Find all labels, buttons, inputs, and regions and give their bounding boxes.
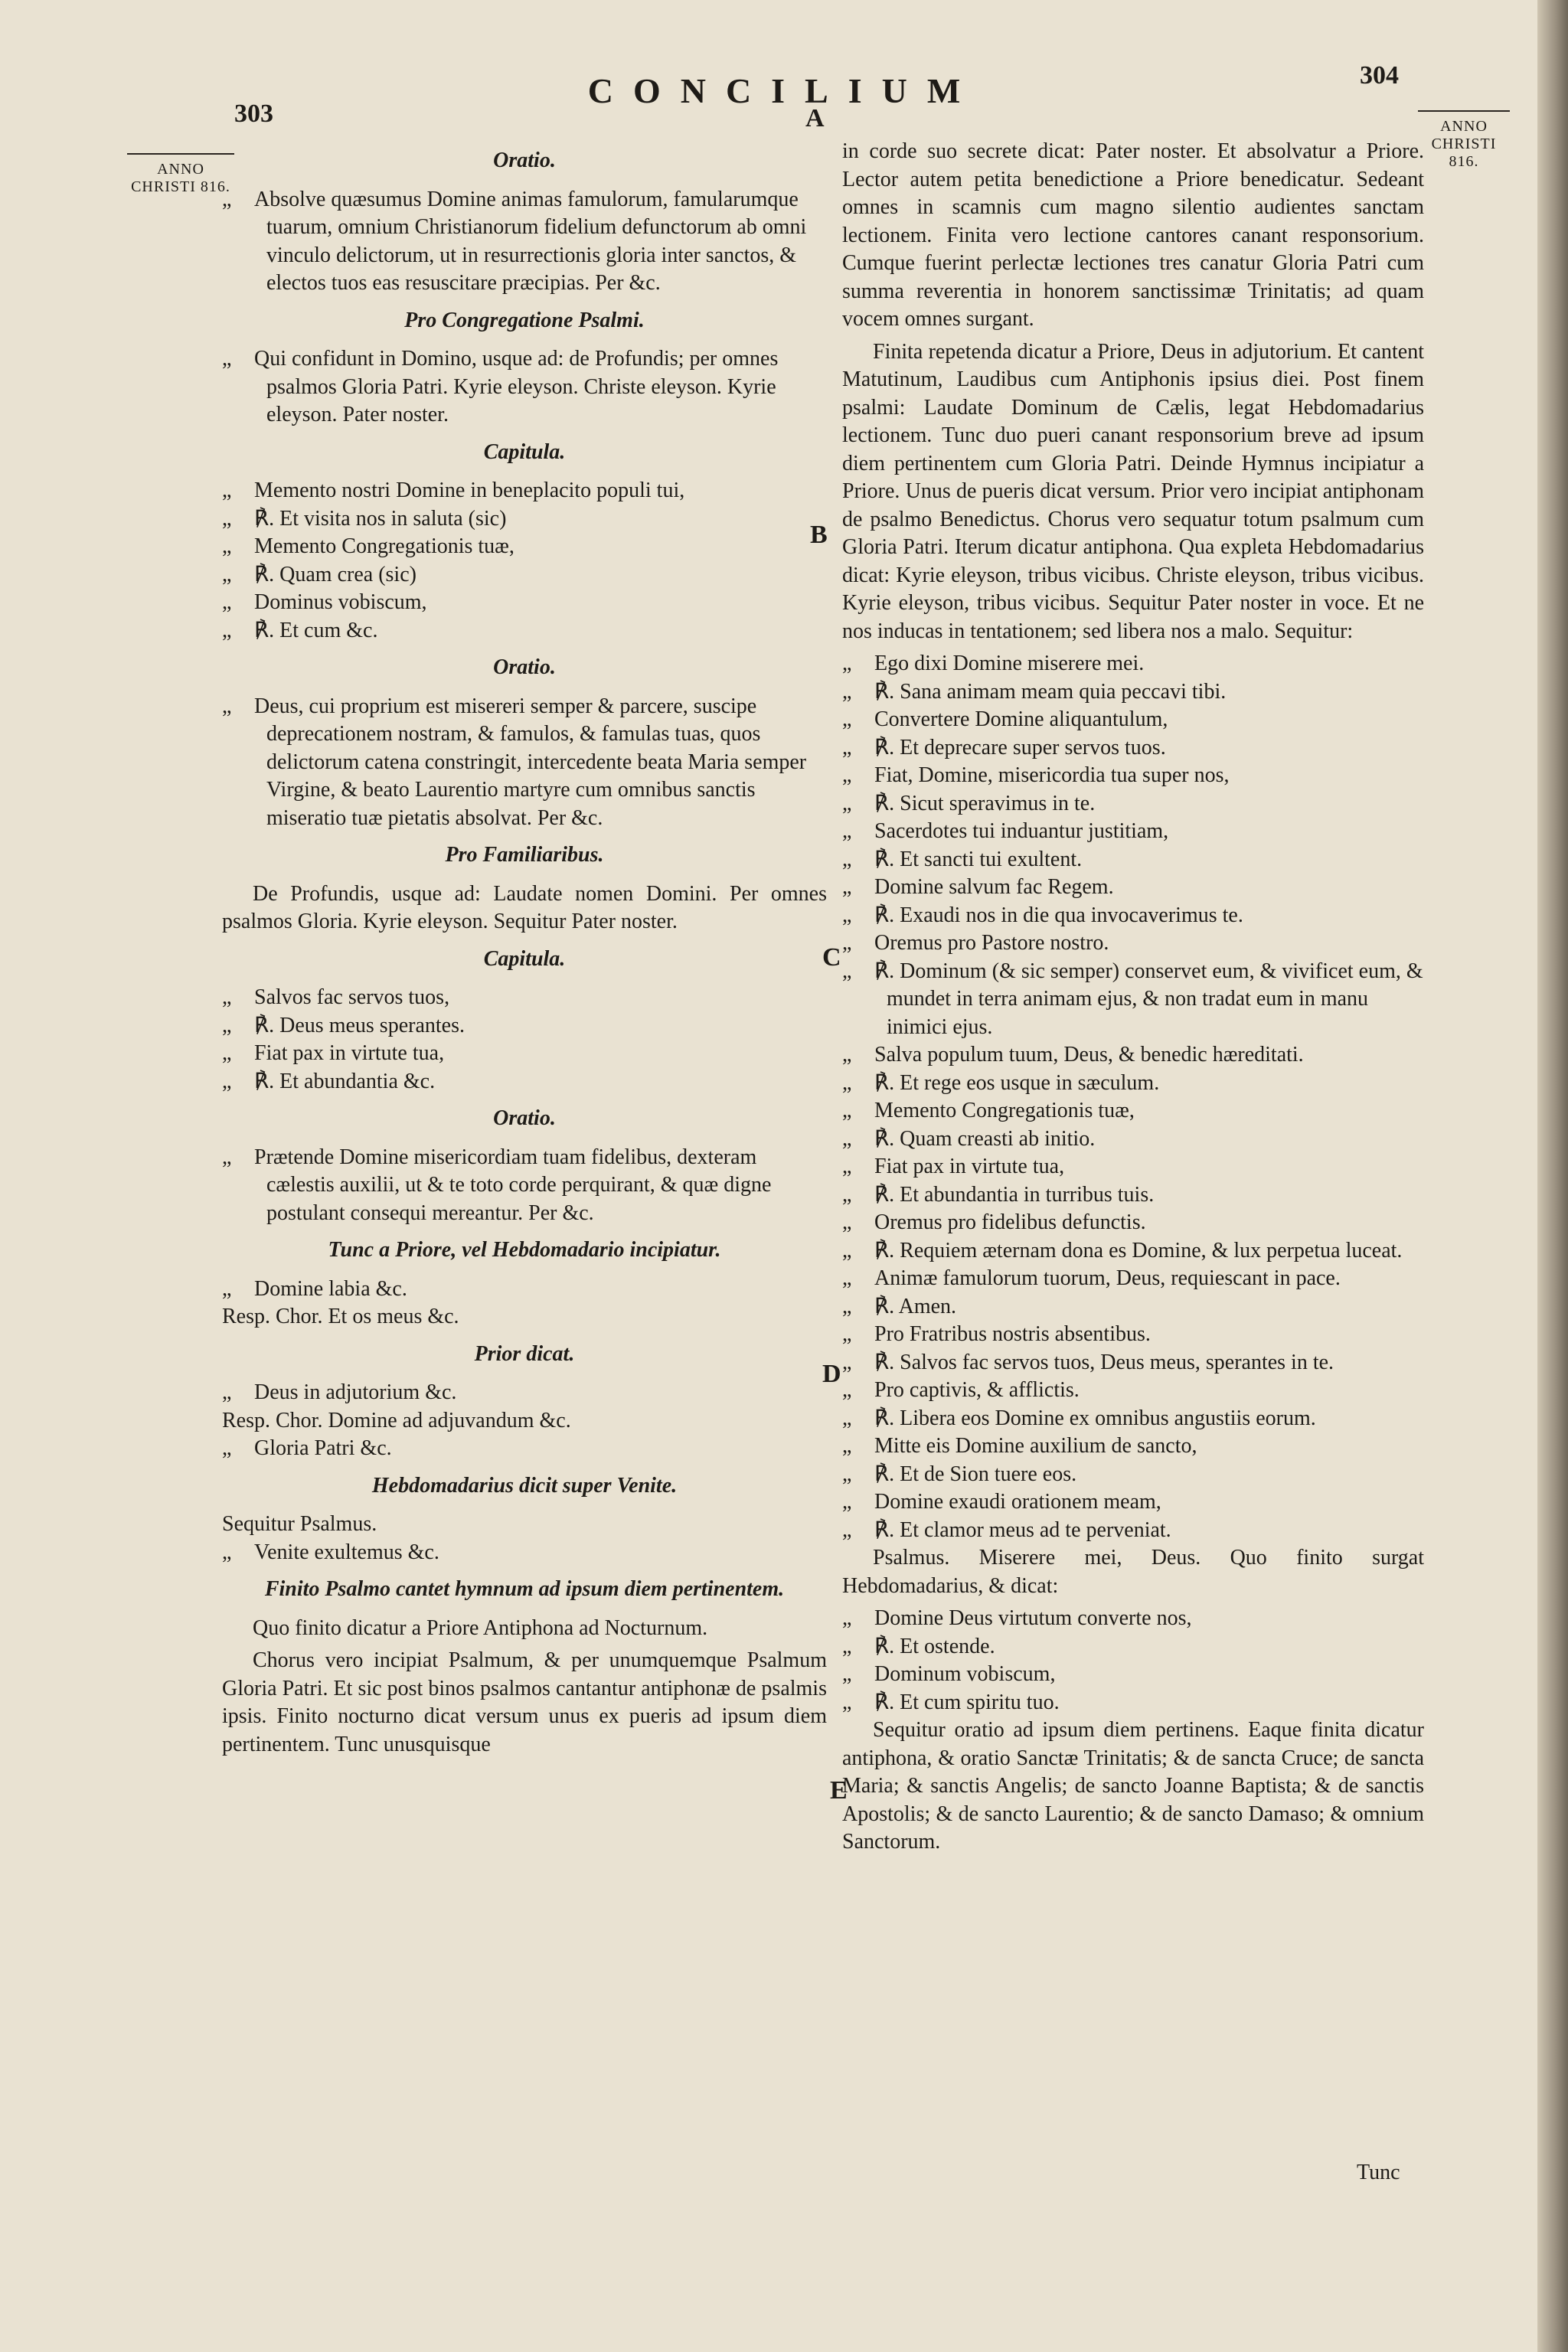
verse-text: ℟. Quam crea (sic)	[254, 562, 416, 586]
verse-line	[842, 1432, 1424, 1461]
quotation-mark: „	[842, 1378, 852, 1402]
verse-line	[842, 929, 1424, 958]
verse-line	[842, 1349, 1424, 1377]
verse-line	[842, 1041, 1424, 1070]
verse-list	[222, 984, 827, 1096]
quotation-mark: „	[222, 1013, 232, 1037]
verse-line	[222, 1379, 827, 1407]
page-number-right: 304	[1360, 61, 1399, 90]
verse-line	[842, 958, 1424, 1042]
verse-text: Sacerdotes tui induantur justitiam,	[874, 819, 1169, 843]
verse-list	[842, 650, 1424, 1544]
verse-text: Deus in adjutorium &c.	[254, 1380, 457, 1404]
section-heading: Prior dicat.	[474, 1341, 575, 1366]
body-paragraph: Resp. Chor. Et os meus &c.	[222, 1305, 459, 1328]
section-heading: Oratio.	[493, 655, 556, 679]
verse-text: ℟. Et cum spiritu tuo.	[874, 1690, 1060, 1714]
verse-text: Domine exaudi orationem meam,	[874, 1490, 1161, 1514]
quotation-mark: „	[842, 791, 852, 815]
quotation-mark: „	[222, 618, 232, 642]
verse-text: Oremus pro fidelibus defunctis.	[874, 1210, 1146, 1234]
verse-text: Fiat pax in virtute tua,	[254, 1041, 445, 1065]
verse-line	[222, 1435, 827, 1463]
section-heading: Hebdomadarius dicit super Venite.	[371, 1473, 678, 1498]
verse-line	[842, 650, 1424, 678]
section-heading: Pro Congregatione Psalmi.	[404, 308, 645, 332]
quotation-mark: „	[842, 735, 852, 760]
verse-line	[222, 1276, 827, 1304]
verse-text: ℟. Libera eos Domine ex omnibus angustiis eorum.	[874, 1406, 1316, 1430]
quotation-mark: „	[222, 506, 232, 531]
quotation-mark: „	[842, 1406, 852, 1430]
section-letter-b: B	[810, 521, 828, 549]
verse-text: Qui confidunt in Domino, usque ad: de Profundis; per omnes psalmos Gloria Patri. Kyrie eleyson. Christe eleyson. Kyrie eleyson. Pater noster.	[254, 347, 779, 426]
left-column	[222, 138, 827, 1763]
verse-text: Oremus pro Pastore nostro.	[874, 931, 1109, 955]
verse-text: Absolve quæsumus Domine animas famulorum, famularumque tuarum, omnium Christianorum fidelium defunctorum ab omni vinculo delictorum, ut in resurrectionis gloria inter sanctos, & electos tuos eas resuscitare præcipias. Per &c.	[254, 187, 807, 295]
verse-text: ℟. Amen.	[874, 1294, 957, 1318]
quotation-mark: „	[842, 707, 852, 731]
quotation-mark: „	[842, 1490, 852, 1514]
verse-list	[222, 1144, 827, 1228]
verse-line	[222, 533, 827, 561]
section-letter-a: A	[805, 104, 825, 132]
quotation-mark: „	[842, 1662, 852, 1686]
quotation-mark: „	[222, 985, 232, 1009]
verse-line	[842, 1125, 1424, 1154]
section-heading: Capitula.	[483, 439, 566, 464]
verse-text: Salva populum tuum, Deus, & benedic hæreditati.	[874, 1043, 1304, 1067]
quotation-mark: „	[222, 1436, 232, 1460]
quotation-mark: „	[222, 1276, 232, 1301]
quotation-mark: „	[842, 652, 852, 675]
quotation-mark: „	[222, 1540, 232, 1564]
verse-line	[842, 1605, 1424, 1633]
verse-line	[842, 902, 1424, 930]
running-title: CONCILIUM	[587, 71, 981, 110]
catchword: Tunc	[1357, 2161, 1400, 2184]
verse-line	[222, 693, 827, 833]
verse-text: Gloria Patri &c.	[254, 1436, 392, 1460]
verse-text: Memento nostri Domine in beneplacito populi tui,	[254, 479, 685, 502]
verse-line	[222, 589, 827, 617]
right-column	[842, 138, 1424, 1861]
section-heading: Tunc a Priore, vel Hebdomadario incipiatur.	[328, 1238, 721, 1262]
verse-list	[222, 693, 827, 833]
verse-line	[842, 706, 1424, 734]
verse-line	[842, 734, 1424, 763]
body-paragraph: Psalmus. Miserere mei, Deus. Quo finito surgat Hebdomadarius, & dicat:	[842, 1546, 1424, 1598]
quotation-mark: „	[222, 1145, 232, 1169]
verse-text: ℟. Et abundantia &c.	[254, 1069, 436, 1093]
margin-note-right: ANNO CHRISTI 816.	[1418, 110, 1510, 171]
verse-line	[222, 984, 827, 1012]
quotation-mark: „	[842, 847, 852, 871]
quotation-mark: „	[842, 763, 852, 787]
verse-line	[222, 1539, 827, 1567]
section-letter-c: C	[822, 943, 841, 972]
verse-line	[222, 477, 827, 505]
quotation-mark: „	[842, 931, 852, 955]
section-heading: Oratio.	[493, 1106, 556, 1130]
verse-text: ℟. Et sancti tui exultent.	[874, 847, 1083, 871]
verse-line	[842, 678, 1424, 707]
verse-line	[842, 1633, 1424, 1661]
body-paragraph: Sequitur Psalmus.	[222, 1512, 377, 1536]
verse-text: Convertere Domine aliquantulum,	[874, 707, 1168, 731]
section-letter-d: D	[822, 1360, 841, 1388]
verse-list	[222, 1539, 827, 1567]
body-paragraph: Resp. Chor. Domine ad adjuvandum &c.	[222, 1408, 571, 1432]
book-spine-shadow	[1537, 0, 1568, 2352]
quotation-mark: „	[842, 1043, 852, 1067]
verse-text: Dominus vobiscum,	[254, 590, 427, 614]
verse-line	[842, 1097, 1424, 1125]
verse-line	[842, 1181, 1424, 1210]
quotation-mark: „	[842, 1517, 852, 1542]
verse-line	[222, 345, 827, 430]
quotation-mark: „	[842, 1126, 852, 1151]
verse-text: Memento Congregationis tuæ,	[874, 1099, 1135, 1122]
verse-list	[222, 1379, 827, 1407]
section-heading: Oratio.	[493, 149, 556, 172]
verse-text: ℟. Dominum (& sic semper) conservet eum, & vivificet eum, & mundet in terra animam ejus, & non tradat eum in manu inimici ejus.	[874, 959, 1423, 1039]
verse-line	[222, 186, 827, 298]
quotation-mark: „	[222, 562, 232, 586]
verse-list	[222, 186, 827, 298]
verse-text: Salvos fac servos tuos,	[254, 985, 450, 1009]
verse-text: Domine Deus virtutum converte nos,	[874, 1606, 1192, 1630]
quotation-mark: „	[222, 694, 232, 718]
verse-line	[842, 1517, 1424, 1545]
verse-text: ℟. Requiem æternam dona es Domine, & lux perpetua luceat.	[874, 1238, 1403, 1263]
verse-line	[842, 1488, 1424, 1517]
verse-line	[222, 1068, 827, 1096]
quotation-mark: „	[842, 1070, 852, 1095]
verse-line	[842, 1209, 1424, 1237]
verse-line	[842, 1265, 1424, 1293]
verse-line	[842, 846, 1424, 874]
verse-text: ℟. Exaudi nos in die qua invocaverimus te.	[874, 903, 1243, 927]
verse-text: ℟. Et rege eos usque in sæculum.	[874, 1070, 1160, 1095]
verse-list	[222, 1435, 827, 1463]
verse-text: ℟. Sana animam meam quia peccavi tibi.	[874, 679, 1227, 704]
section-heading: Finito Psalmo cantet hymnum ad ipsum diem pertinentem.	[264, 1577, 785, 1601]
verse-text: Deus, cui proprium est misereri semper & parcere, suscipe deprecationem nostram, & famulos, & famulas tuas, quos delictorum catena constringit, intercedente beata Maria semper Virgine, & beato Laurentio martyre cum omnibus sanctis miseratio tuæ pietatis absolvat. Per &c.	[254, 694, 807, 830]
verse-text: Memento Congregationis tuæ,	[254, 534, 514, 558]
verse-line	[222, 617, 827, 645]
quotation-mark: „	[222, 1041, 232, 1065]
quotation-mark: „	[842, 1350, 852, 1374]
section-letter-e: E	[830, 1776, 848, 1805]
quotation-mark: „	[842, 1099, 852, 1122]
quotation-mark: „	[842, 875, 852, 899]
quotation-mark: „	[842, 1266, 852, 1290]
quotation-mark: „	[842, 679, 852, 704]
verse-list	[222, 477, 827, 645]
verse-text: Domine salvum fac Regem.	[874, 875, 1114, 899]
verse-line	[842, 1661, 1424, 1689]
verse-text: ℟. Et deprecare super servos tuos.	[874, 735, 1166, 760]
verse-line	[842, 818, 1424, 846]
quotation-mark: „	[222, 479, 232, 502]
quotation-mark: „	[842, 1182, 852, 1207]
verse-text: ℟. Et de Sion tuere eos.	[874, 1462, 1077, 1486]
quotation-mark: „	[842, 1322, 852, 1346]
verse-line	[842, 1377, 1424, 1405]
body-paragraph: De Profundis, usque ad: Laudate nomen Domini. Per omnes psalmos Gloria. Kyrie eleyson. Sequitur Pater noster.	[222, 881, 827, 933]
quotation-mark: „	[222, 1380, 232, 1404]
verse-text: ℟. Et visita nos in saluta (sic)	[254, 506, 507, 531]
quotation-mark: „	[842, 1606, 852, 1630]
verse-text: Pro Fratribus nostris absentibus.	[874, 1322, 1151, 1346]
verse-line	[842, 1689, 1424, 1717]
verse-line	[842, 874, 1424, 902]
body-paragraph: Quo finito dicatur a Priore Antiphona ad Nocturnum.	[253, 1615, 708, 1640]
quotation-mark: „	[222, 347, 232, 371]
verse-line	[222, 1040, 827, 1068]
verse-line	[222, 561, 827, 590]
verse-text: ℟. Et clamor meus ad te perveniat.	[874, 1517, 1171, 1542]
quotation-mark: „	[842, 959, 852, 983]
section-heading: Capitula.	[483, 946, 566, 971]
verse-line	[222, 1012, 827, 1040]
verse-line	[842, 790, 1424, 818]
body-paragraph: Chorus vero incipiat Psalmum, & per unumquemque Psalmum Gloria Patri. Et sic post binos psalmos cantantur antiphonæ de psalmis ipsis. Finito nocturno dicat versum unus ex pueris ad ipsum diem pertinentem. Tunc unusquisque	[222, 1648, 827, 1756]
quotation-mark: „	[842, 819, 852, 843]
verse-line	[222, 1144, 827, 1228]
body-paragraph: in corde suo secrete dicat: Pater noster. Et absolvatur a Priore. Lector autem petita benedictione a Priore benedicatur. Sedeant omnes in scamnis cum magno silentio audientes sanctam lectionem. Finita vero lectione cantores canant responsorium. Cumque fuerint perlectæ lectiones tres canatur Gloria Patri cum summa reverentia in honorem sanctissimæ Trinitatis; ad quam vocem omnes surgant.	[842, 139, 1424, 331]
verse-text: Animæ famulorum tuorum, Deus, requiescant in pace.	[874, 1266, 1341, 1290]
section-heading: Pro Familiaribus.	[445, 843, 604, 867]
verse-text: Domine labia &c.	[254, 1276, 407, 1301]
margin-note-left: ANNO CHRISTI 816.	[127, 153, 234, 196]
verse-text: Pro captivis, & afflictis.	[874, 1378, 1080, 1402]
quotation-mark: „	[842, 1238, 852, 1263]
verse-line	[842, 1293, 1424, 1321]
quotation-mark: „	[222, 590, 232, 614]
verse-text: ℟. Et ostende.	[874, 1634, 995, 1658]
quotation-mark: „	[842, 1434, 852, 1458]
margin-rule	[127, 153, 234, 155]
verse-line	[842, 1153, 1424, 1181]
quotation-mark: „	[842, 1690, 852, 1714]
verse-text: Fiat pax in virtute tua,	[874, 1155, 1065, 1178]
verse-text: Prætende Domine misericordiam tuam fidelibus, dexteram cælestis auxilii, ut & te toto corde perquirant, & quæ digne postulant consequi mereantur. Per &c.	[254, 1145, 772, 1225]
quotation-mark: „	[222, 534, 232, 558]
verse-text: ℟. Sicut speravimus in te.	[874, 791, 1096, 815]
verse-text: Ego dixi Domine miserere mei.	[874, 652, 1145, 675]
quotation-mark: „	[842, 1155, 852, 1178]
margin-rule	[1418, 110, 1510, 112]
verse-text: ℟. Quam creasti ab initio.	[874, 1126, 1096, 1151]
verse-text: ℟. Deus meus sperantes.	[254, 1013, 465, 1037]
verse-line	[842, 1321, 1424, 1349]
verse-text: ℟. Et cum &c.	[254, 618, 378, 642]
verse-text: ℟. Salvos fac servos tuos, Deus meus, sperantes in te.	[874, 1350, 1334, 1374]
verse-line	[842, 1405, 1424, 1433]
verse-text: Venite exultemus &c.	[254, 1540, 439, 1564]
verse-line	[842, 1461, 1424, 1489]
verse-list	[222, 345, 827, 430]
quotation-mark: „	[842, 1294, 852, 1318]
verse-text: Mitte eis Domine auxilium de sancto,	[874, 1434, 1197, 1458]
verse-line	[842, 1237, 1424, 1266]
verse-text: ℟. Et abundantia in turribus tuis.	[874, 1182, 1155, 1207]
body-paragraph: Sequitur oratio ad ipsum diem pertinens. Eaque finita dicatur antiphona, & oratio Sanctæ Trinitatis; & de sancta Cruce; de sancta Maria; & sanctis Angelis; de sancto Joanne Baptista; & de sanctis Apostolis; & de sancto Laurentio; & de sancto Damaso; & omnium Sanctorum.	[842, 1718, 1424, 1854]
verse-list	[222, 1276, 827, 1304]
quotation-mark: „	[842, 1210, 852, 1234]
quotation-mark: „	[842, 903, 852, 927]
verse-list	[842, 1605, 1424, 1717]
verse-text: Dominum vobiscum,	[874, 1662, 1056, 1686]
verse-line	[842, 762, 1424, 790]
quotation-mark: „	[842, 1634, 852, 1658]
verse-text: Fiat, Domine, misericordia tua super nos,	[874, 763, 1230, 787]
verse-line	[842, 1070, 1424, 1098]
page-number-left: 303	[234, 100, 273, 128]
body-paragraph: Finita repetenda dicatur a Priore, Deus in adjutorium. Et cantent Matutinum, Laudibus cum Antiphonis ipsius diei. Post finem psalmi: Laudate Dominum de Cælis, legat Hebdomadarius lectionem. Tunc duo pueri canant responsorium breve ad ipsum diem pertinentem cum Gloria Patri. Deinde Hymnus incipiatur a Priore. Unus de pueris dicat versum. Prior vero incipiat antiphonam de psalmo Benedictus. Chorus vero sequatur totum psalmum cum Gloria Patri. Iterum dicatur antiphona. Qua expleta Hebdomadarius dicat: Kyrie eleyson, tribus vicibus. Christe eleyson, tribus vicibus. Kyrie eleyson, tribus vicibus. Sequitur Pater noster in voce. Et ne nos inducas in tentationem; sed libera nos a malo. Sequitur:	[842, 339, 1424, 643]
quotation-mark: „	[842, 1462, 852, 1486]
quotation-mark: „	[222, 1069, 232, 1093]
quotation-mark: „	[222, 187, 232, 211]
verse-line	[222, 505, 827, 534]
